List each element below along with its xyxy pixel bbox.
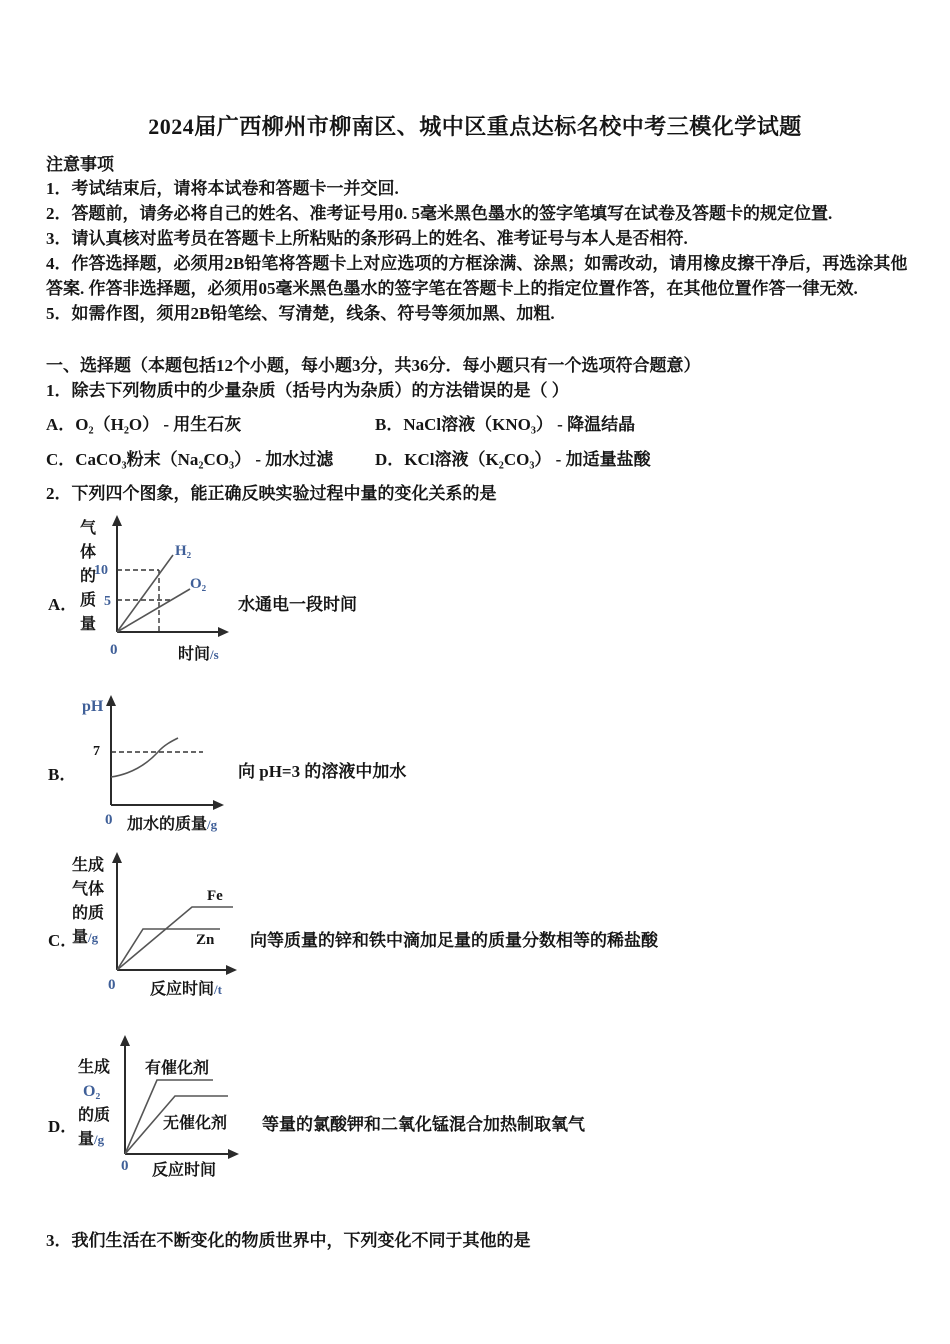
- graph-b-x-axis-unit: /g: [207, 817, 218, 832]
- notice-item: 2．答题前，请务必将自己的姓名、准考证号用0. 5毫米黑色墨水的签字笔填写在试卷及答题卡的规定位置.: [46, 204, 833, 223]
- option-c: C．CaCO₃粉末（Na₂CO₃） - 加水过滤: [46, 450, 334, 469]
- graph-d-origin-label: 0: [121, 1158, 129, 1174]
- notice-item: 4．作答选择题，必须用2B铅笔将答题卡上对应选项的方框涂满、涂黑；如需改动，请用橡皮擦干净后，再选涂其他答案. 作答非选择题，必须用05毫米黑色墨水的签字笔在答题卡上的指定位置作答，在其他位置作答一律无效.: [46, 254, 908, 298]
- graph-a-tick-10: 10: [94, 563, 108, 578]
- graph-d-y-label-line4: [78, 1128, 110, 1152]
- graph-b-y-axis-label: pH: [82, 698, 104, 715]
- graph-a-block: [46, 505, 666, 675]
- graph-b-caption: 向 pH=3 的溶液中加水: [238, 762, 407, 781]
- graph-b-x-axis-text: 加水的质量: [127, 816, 208, 833]
- option-b: B．NaCl溶液（KNO₃） - 降温结晶: [375, 415, 636, 434]
- graph-d-y-axis-label: [78, 1056, 110, 1152]
- notice-list: [46, 176, 912, 326]
- graph-c-y-axis-unit: /g: [88, 930, 99, 945]
- graph-d-x-axis-label: [152, 1157, 216, 1180]
- graph-c-y-axis-label: [72, 854, 104, 950]
- graph-c-y-label-line1: 生成: [72, 857, 105, 874]
- graph-a-x-axis-unit: /s: [210, 647, 219, 662]
- graph-b-origin-label: 0: [105, 812, 113, 828]
- graph-d-option-label: D．: [48, 1117, 78, 1136]
- graph-a-origin-label: 0: [110, 642, 118, 658]
- graph-d-caption: 等量的氯酸钾和二氧化锰混合加热制取氧气: [262, 1115, 585, 1134]
- graph-a-option-label: A．: [48, 595, 78, 614]
- graph-a-caption: 水通电一段时间: [238, 595, 357, 614]
- question-1-stem: 1．除去下列物质中的少量杂质（括号内为杂质）的方法错误的是（ ）: [46, 381, 569, 400]
- graph-d-with-catalyst-label: 有催化剂: [145, 1060, 210, 1077]
- graph-c-y-label-line3: 的质: [72, 905, 105, 922]
- graph-d-block: [46, 1030, 706, 1190]
- graph-c-y-label-line2: 气体: [72, 881, 105, 898]
- graph-d-y-label-line3: 的质: [78, 1107, 111, 1124]
- graph-c-y-label-line4: [72, 926, 104, 950]
- notice-item: 5．如需作图，须用2B铅笔绘、写清楚，线条、符号等须加黑、加粗.: [46, 304, 555, 323]
- graph-b-tick-7: 7: [93, 744, 100, 759]
- graph-c-origin-label: 0: [108, 977, 116, 993]
- graph-d-y-axis-unit: /g: [94, 1132, 105, 1147]
- graph-a-x-axis-label: [178, 641, 219, 664]
- graph-c-block: [46, 848, 706, 1003]
- graph-d-y-label-line1: 生成: [78, 1059, 111, 1076]
- graph-d-y-label-o2: O₂: [83, 1083, 101, 1100]
- graph-d-x-axis-text: 反应时间: [152, 1162, 217, 1179]
- graph-d-without-catalyst-label: 无催化剂: [163, 1115, 228, 1132]
- graph-b-option-label: B．: [48, 765, 77, 784]
- notice-heading: 注意事项: [46, 155, 114, 174]
- graph-b-block: [46, 690, 666, 840]
- graph-a-h2-series-label: H₂: [175, 543, 192, 559]
- graph-c-y-label-mass: 量: [72, 929, 89, 946]
- graph-c-x-axis-unit: /t: [214, 982, 222, 997]
- question-3-stem: 3．我们生活在不断变化的物质世界中，下列变化不同于其他的是: [46, 1231, 531, 1250]
- graph-b-x-axis-label: [127, 811, 217, 834]
- graph-a-tick-5: 5: [104, 594, 111, 609]
- question-2-stem: 2．下列四个图象，能正确反映实验过程中量的变化关系的是: [46, 484, 497, 503]
- notice-item: 1．考试结束后，请将本试卷和答题卡一并交回.: [46, 179, 399, 198]
- graph-c-zn-series-label: Zn: [196, 932, 215, 948]
- graph-c-fe-series-label: Fe: [207, 888, 223, 904]
- graph-c-x-axis-text: 反应时间: [150, 981, 215, 998]
- graph-d-y-label-mass: 量: [78, 1131, 95, 1148]
- notice-item: 3．请认真核对监考员在答题卡上所粘贴的条形码上的姓名、准考证号与本人是否相符.: [46, 229, 688, 248]
- graph-c-option-label: C．: [48, 931, 78, 950]
- graph-a-o2-series-label: O₂: [190, 576, 207, 592]
- graph-c-x-axis-label: [150, 976, 222, 999]
- option-d: D．KCl溶液（K₂CO₃） - 加适量盐酸: [375, 450, 651, 469]
- section-heading: 一、选择题（本题包括12个小题，每小题3分，共36分．每小题只有一个选项符合题意）: [46, 356, 701, 375]
- option-a: A．O₂（H₂O） - 用生石灰: [46, 415, 242, 434]
- page-title: 2024届广西柳州市柳南区、城中区重点达标名校中考三模化学试题: [148, 114, 802, 139]
- graph-a-x-axis-text: 时间: [178, 646, 211, 663]
- graph-a-y-axis-label: 气体的质量: [79, 520, 96, 633]
- graph-c-caption: 向等质量的锌和铁中滴加足量的质量分数相等的稀盐酸: [250, 931, 658, 950]
